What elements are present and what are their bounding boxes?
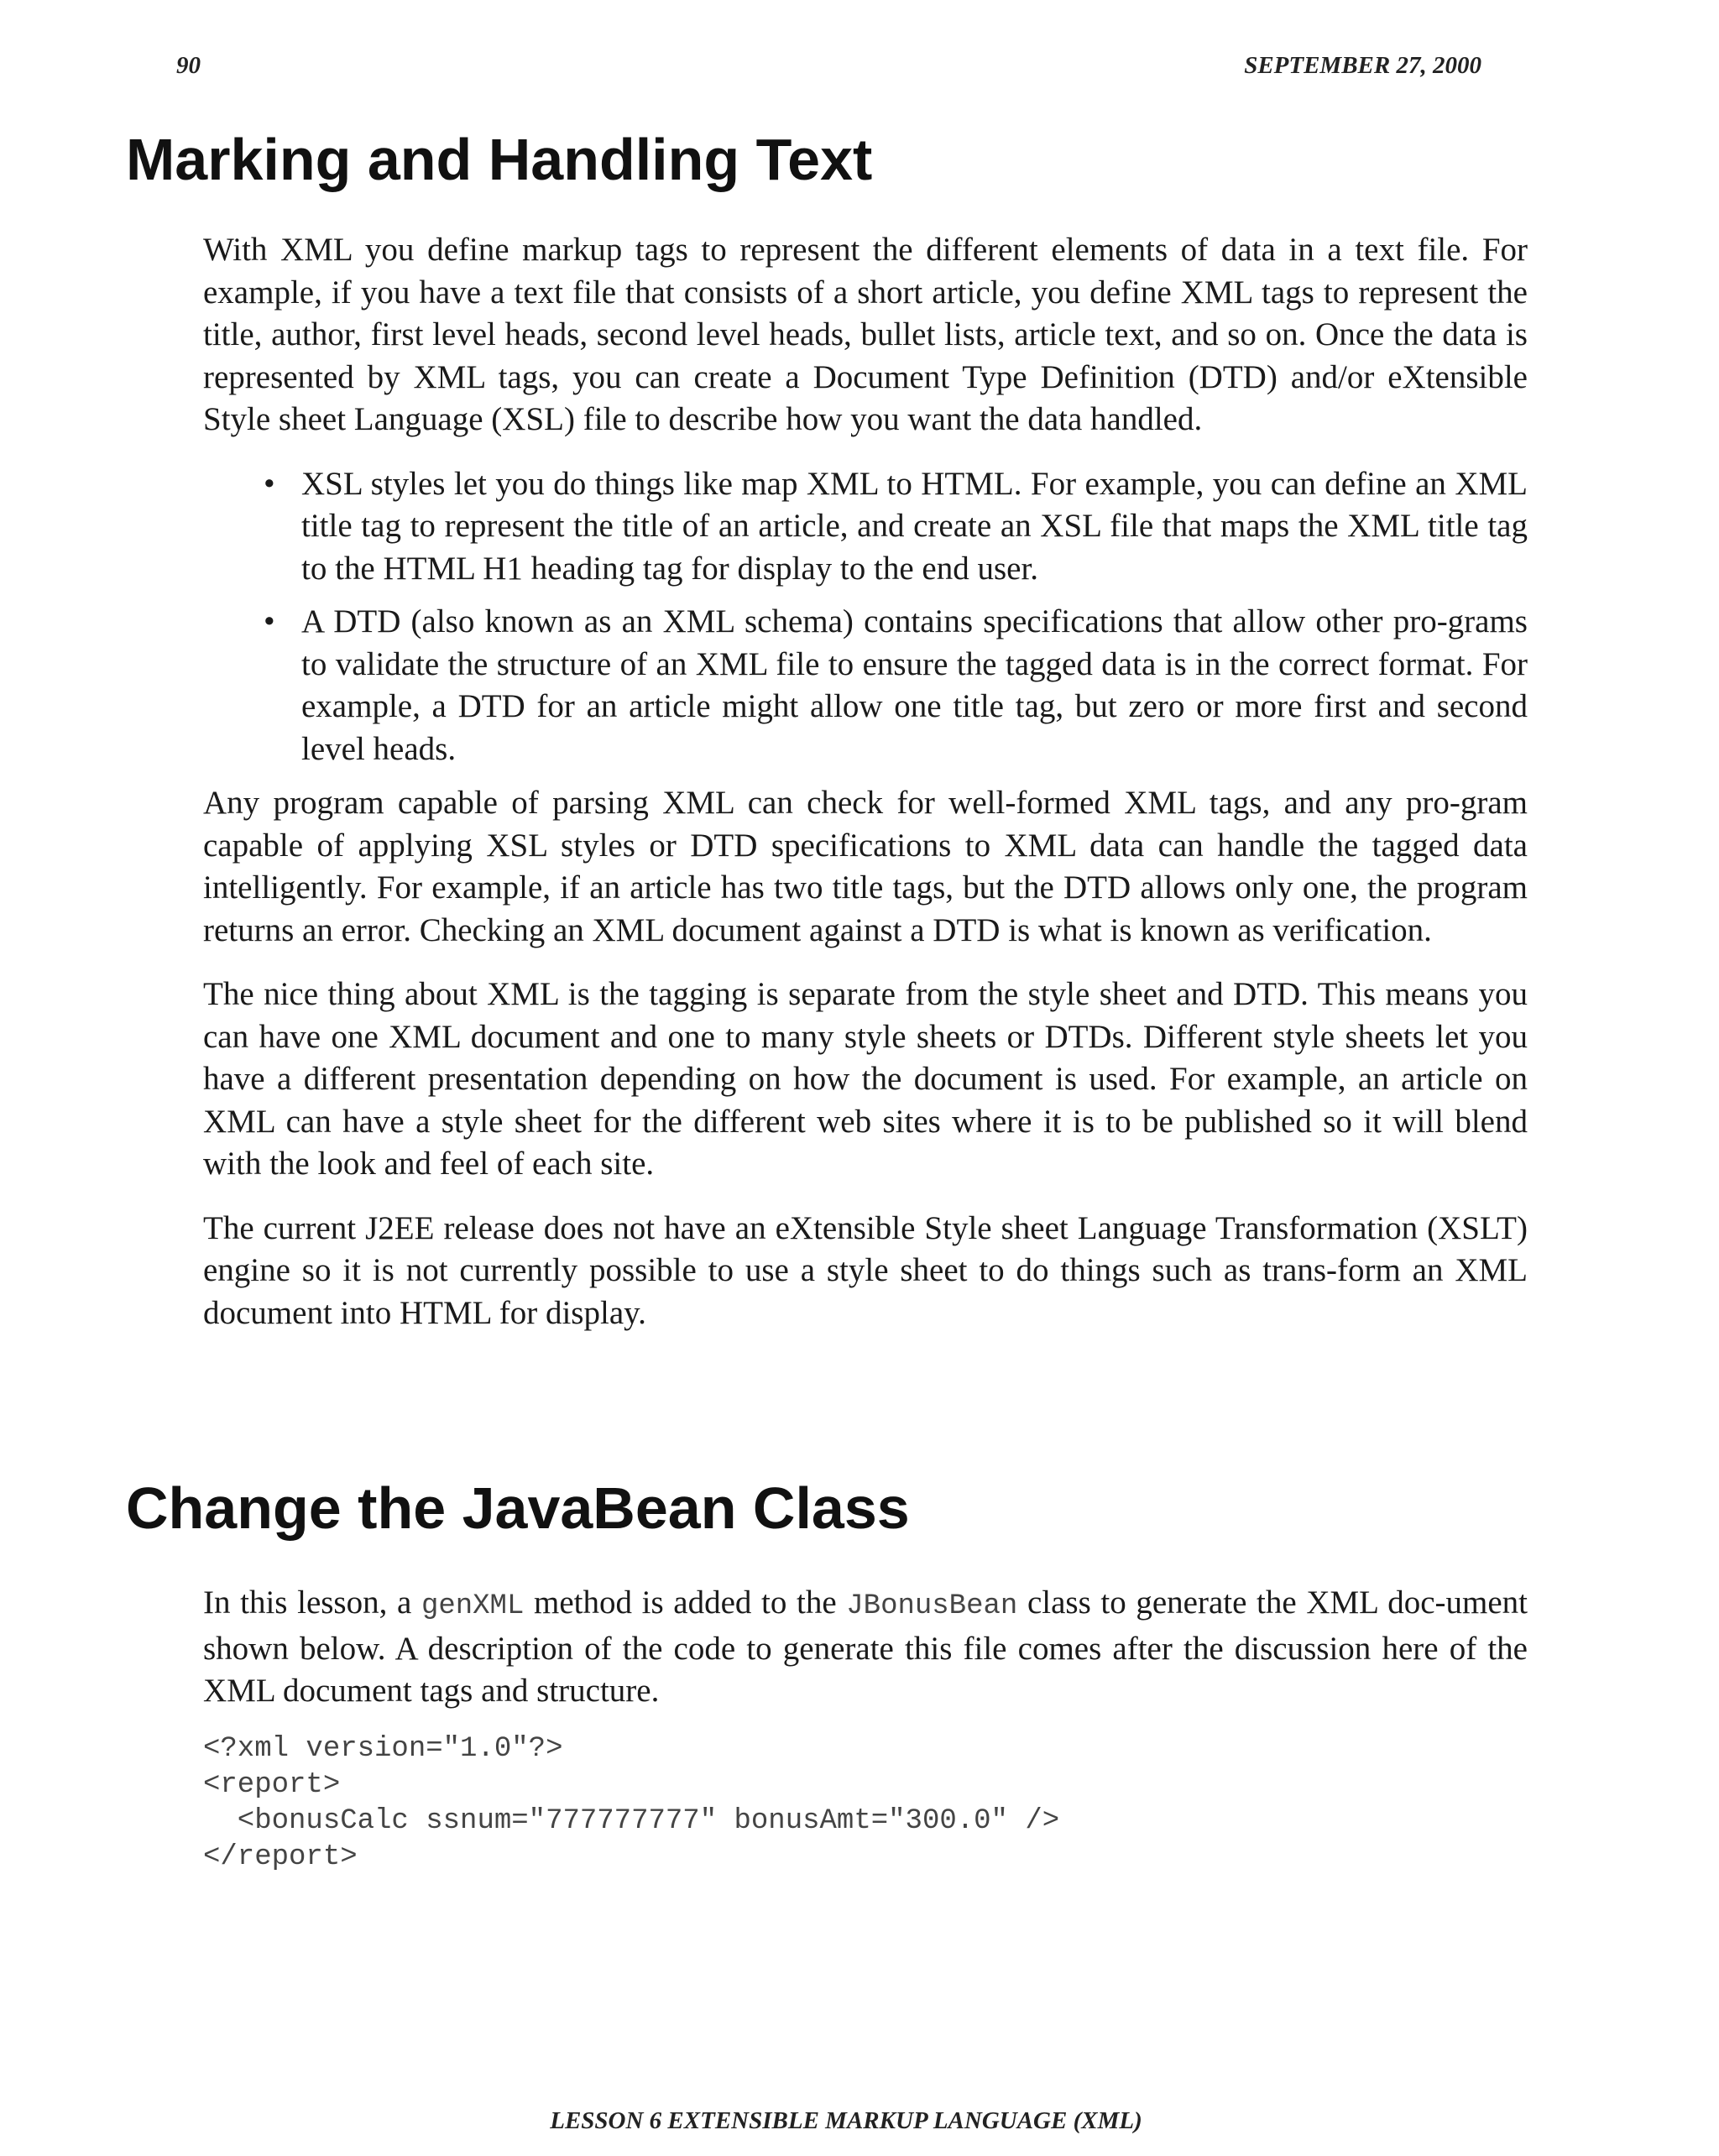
- intro-paragraph: [203, 1582, 1528, 1713]
- intro-text: class to generate the XML doc-ument shown below. A description of the code to generate this file comes after the discussion here of the XML document tags and structure.: [203, 1584, 1528, 1709]
- bullet-icon: •: [264, 465, 275, 502]
- section-heading-marking: Marking and Handling Text: [126, 127, 873, 192]
- bullet-text: A DTD (also known as an XML schema) contains specifications that allow other pro-grams to validate the structure of an XML file to ensure the tagged data is in the correct format. For example, a DTD for an article might allow one title tag, but zero or more first and second level heads.: [301, 603, 1528, 767]
- bullet-list: [203, 463, 1528, 771]
- intro-text: In this lesson, a: [203, 1584, 421, 1621]
- bullet-item: [203, 601, 1528, 770]
- inline-code-method: genXML: [421, 1590, 525, 1622]
- paragraph: The current J2EE release does not have an eXtensible Style sheet Language Transformation (XSLT) engine so it is not currently possible to use a style sheet to do things such as trans-form an XML document into HTML for display.: [203, 1209, 1528, 1331]
- inline-code-class: JBonusBean: [846, 1590, 1018, 1622]
- running-footer: [0, 2107, 1719, 2135]
- bullet-text: XSL styles let you do things like map XML to HTML. For example, you can define an XML title tag to represent the title of an article, and create an XSL file that maps the XML title tag to the HTML H1 heading tag for display to the end user.: [301, 465, 1528, 587]
- bullet-icon: •: [264, 603, 275, 639]
- header-date: SEPTEMBER 27, 2000: [1244, 52, 1481, 79]
- code-line: <report>: [203, 1768, 341, 1801]
- section-body-javabean: [203, 1582, 1528, 1876]
- paragraph: The nice thing about XML is the tagging is separate from the style sheet and DTD. This means you can have one XML document and one to many style sheets or DTDs. Different style sheets let you have a different presentation depending on how the document is used. For example, an article on XML can have a style sheet for the different web sites where it is to be published so it will blend with the look and feel of each site.: [203, 976, 1528, 1182]
- running-header: [176, 52, 1481, 80]
- paragraph: Any program capable of parsing XML can check for well-formed XML tags, and any pro-gram capable of applying XSL styles or DTD specifications to XML data can handle the tagged data intelligently. For example, if an article has two title tags, but the DTD allows only one, the program returns an error. Checking an XML document against a DTD is what is known as verification.: [203, 785, 1528, 948]
- footer-text: LESSON 6 EXTENSIBLE MARKUP LANGUAGE (XML): [550, 2107, 1142, 2134]
- intro-text: method is added to the: [524, 1584, 847, 1621]
- code-line: <bonusCalc ssnum="777777777" bonusAmt="300.0" />: [203, 1804, 1060, 1837]
- code-block: [203, 1731, 1528, 1876]
- intro-paragraph: With XML you define markup tags to represent the different elements of data in a text file. For example, if you have a text file that consists of a short article, you define XML tags to represent the title, author, first level heads, second level heads, bullet lists, article text, and so on. Once the data is represented by XML tags, you can create a Document Type Definition (DTD) and/or eXtensible Style sheet Language (XSL) file to describe how you want the data handled.: [203, 232, 1528, 437]
- page-number: 90: [176, 52, 201, 79]
- code-line: </report>: [203, 1840, 358, 1873]
- section-heading-javabean: Change the JavaBean Class: [126, 1475, 910, 1541]
- bullet-item: [203, 463, 1528, 591]
- section-body-marking: [203, 229, 1528, 1356]
- code-line: <?xml version="1.0"?>: [203, 1732, 563, 1765]
